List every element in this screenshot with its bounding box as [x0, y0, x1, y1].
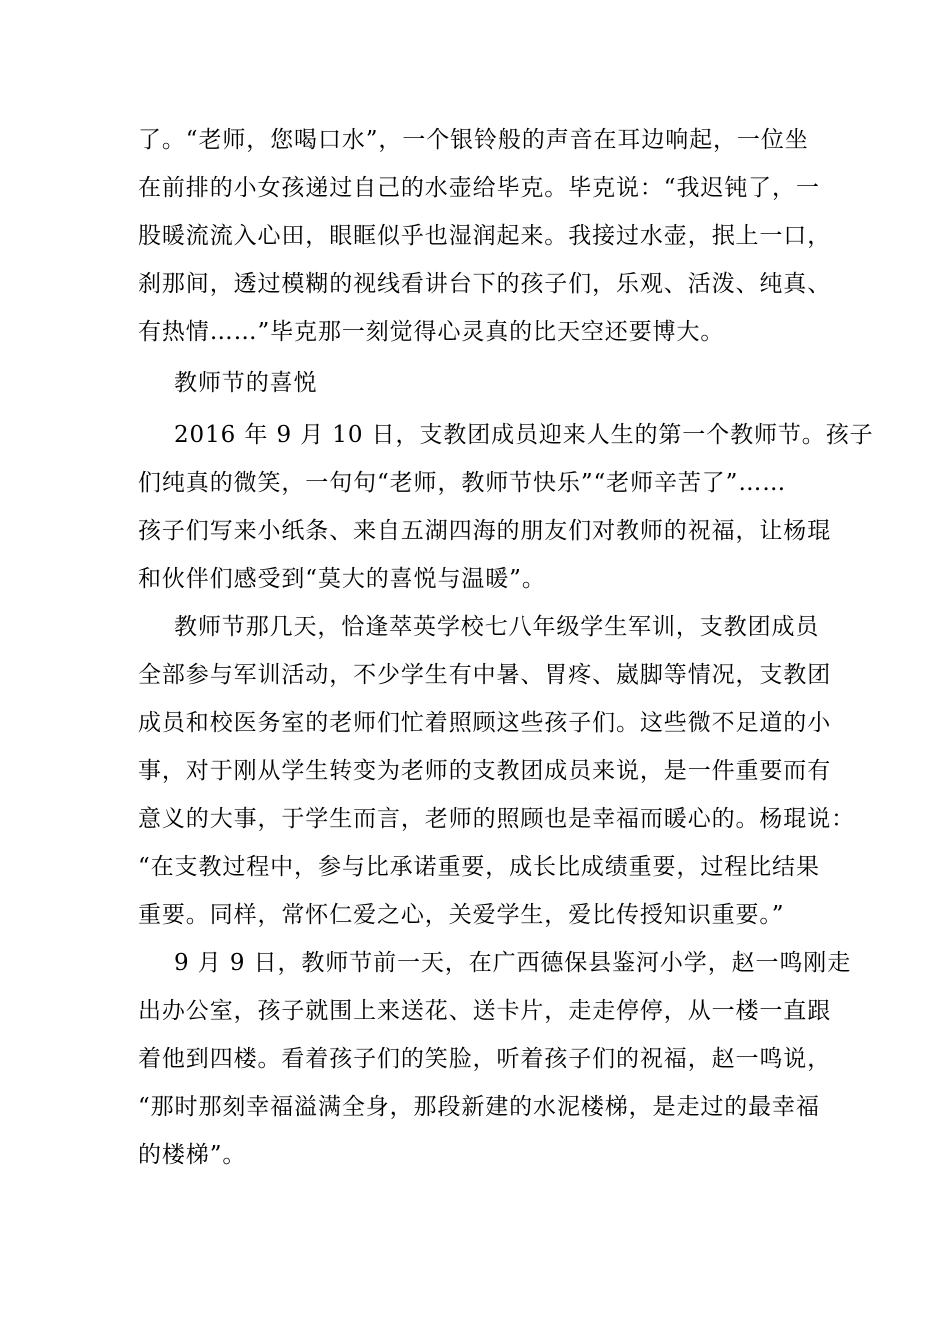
paragraph-line: 孩子们写来小纸条、来自五湖四海的朋友们对教师的祝福，让杨琨: [138, 518, 832, 544]
paragraph-line: 成员和校医务室的老师们忙着照顾这些孩子们。这些微不足道的小: [138, 710, 832, 736]
section-heading: 教师节的喜悦: [174, 370, 318, 396]
paragraph-line: 重要。同样，常怀仁爱之心，关爱学生，爱比传授知识重要。”: [138, 902, 785, 928]
body-text: [138, 116, 874, 1179]
paragraph-line: 在前排的小女孩递过自己的水壶给毕克。毕克说：“我迟钝了，一: [138, 175, 820, 201]
paragraph-line: 们纯真的微笑，一句句“老师，教师节快乐”“老师辛苦了”……: [138, 470, 787, 496]
paragraph-line: 9 月 9 日，教师节前一天，在广西德保县鉴河小学，赵一鸣刚走: [174, 950, 852, 976]
paragraph-line: 和伙伴们感受到“莫大的喜悦与温暖”。: [138, 566, 546, 592]
paragraph-line: 了。“老师，您喝口水”，一个银铃般的声音在耳边响起，一位坐: [138, 127, 809, 153]
paragraph-line: 全部参与军训活动，不少学生有中暑、胃疼、崴脚等情况，支教团: [138, 662, 832, 688]
paragraph-line: 2016 年 9 月 10 日，支教团成员迎来人生的第一个教师节。孩子: [174, 422, 874, 448]
paragraph-line: 教师节那几天，恰逢萃英学校七八年级学生军训，支教团成员: [174, 614, 820, 640]
paragraph-line: “在支教过程中，参与比承诺重要，成长比成绩重要，过程比结果: [138, 854, 820, 880]
paragraph-line: 着他到四楼。看着孩子们的笑脸，听着孩子们的祝福，赵一鸣说，: [138, 1046, 832, 1072]
paragraph-line: 有热情……”毕克那一刻觉得心灵真的比天空还要博大。: [138, 319, 725, 345]
paragraph-line: 事，对于刚从学生转变为老师的支教团成员来说，是一件重要而有: [138, 758, 832, 784]
paragraph-line: “那时那刻幸福溢满全身，那段新建的水泥楼梯，是走过的最幸福: [138, 1094, 820, 1120]
paragraph-line: 股暖流流入心田，眼眶似乎也湿润起来。我接过水壶，抿上一口，: [138, 223, 832, 249]
paragraph-line: 出办公室，孩子就围上来送花、送卡片，走走停停，从一楼一直跟: [138, 998, 832, 1024]
paragraph-line: 刹那间，透过模糊的视线看讲台下的孩子们，乐观、活泼、纯真、: [138, 271, 832, 297]
paragraph-line: 的楼梯”。: [138, 1142, 247, 1168]
paragraph-line: 意义的大事，于学生而言，老师的照顾也是幸福而暖心的。杨琨说：: [138, 806, 855, 832]
